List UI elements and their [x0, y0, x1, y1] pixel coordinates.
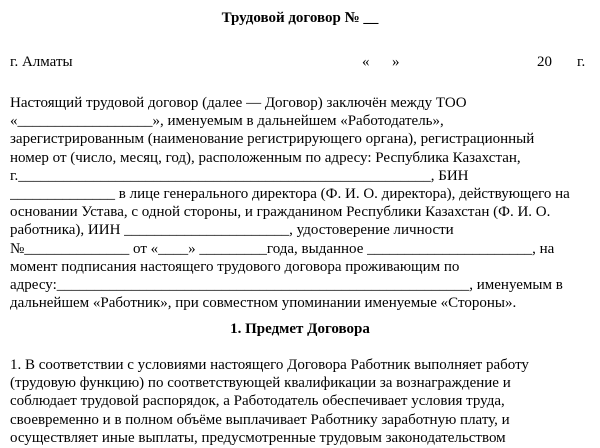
year-suffix: г.	[577, 54, 586, 70]
intro-line: зарегистрированным (наименование регистрирующего органа), регистрационный	[10, 131, 535, 148]
intro-line: номер от (число, месяц, год), расположенным по адресу: Республика Казахстан,	[10, 149, 521, 166]
date-quotes: « »	[362, 54, 400, 70]
intro-line: основании Устава, с одной стороны, и гражданином Республики Казахстан (Ф. И. О.	[10, 204, 551, 221]
intro-line: №______________ от «____» _________года, выданное ______________________, на	[10, 240, 555, 257]
intro-line: момент подписания настоящего трудового договора проживающим по	[10, 258, 460, 275]
intro-line: работника), ИИН ______________________, удостоверение личности	[10, 222, 454, 239]
section-1-line: (трудовую функцию) по соответствующей квалификации за вознаграждение и	[10, 375, 511, 392]
intro-line: ______________ в лице генерального директора (Ф. И. О. директора), действующего на	[10, 186, 570, 203]
intro-line: дальнейшем «Работник», при совместном упоминании именуемые «Стороны».	[10, 295, 517, 312]
section-1-paragraph	[10, 356, 594, 447]
section-1-line: 1. В соответствии с условиями настоящего Договора Работник выполняет работу	[10, 357, 529, 373]
intro-paragraph	[10, 94, 594, 312]
intro-line: г._______________________________________________________, БИН	[10, 167, 469, 184]
intro-line: адресу:_______________________________________________________, именуемым в	[10, 277, 563, 294]
intro-line: «__________________», именуемым в дальнейшем «Работодатель»,	[10, 113, 444, 130]
section-1-line: своевременно и в полном объёме выплачивает Работнику заработную плату, и	[10, 411, 510, 428]
section-1-title: 1. Предмет Договора	[230, 321, 370, 337]
section-1-line: соблюдает трудовой распорядок, а Работодатель обеспечивает условия труда,	[10, 393, 505, 410]
intro-line: Настоящий трудовой договор (далее — Договор) заключён между ТОО	[10, 95, 467, 111]
city-label: г. Алматы	[10, 54, 73, 70]
section-1-line: осуществляет иные выплаты, предусмотренные трудовым законодательством	[10, 429, 506, 446]
year-number: 20	[537, 54, 552, 70]
document-title: Трудовой договор № __	[221, 10, 379, 26]
